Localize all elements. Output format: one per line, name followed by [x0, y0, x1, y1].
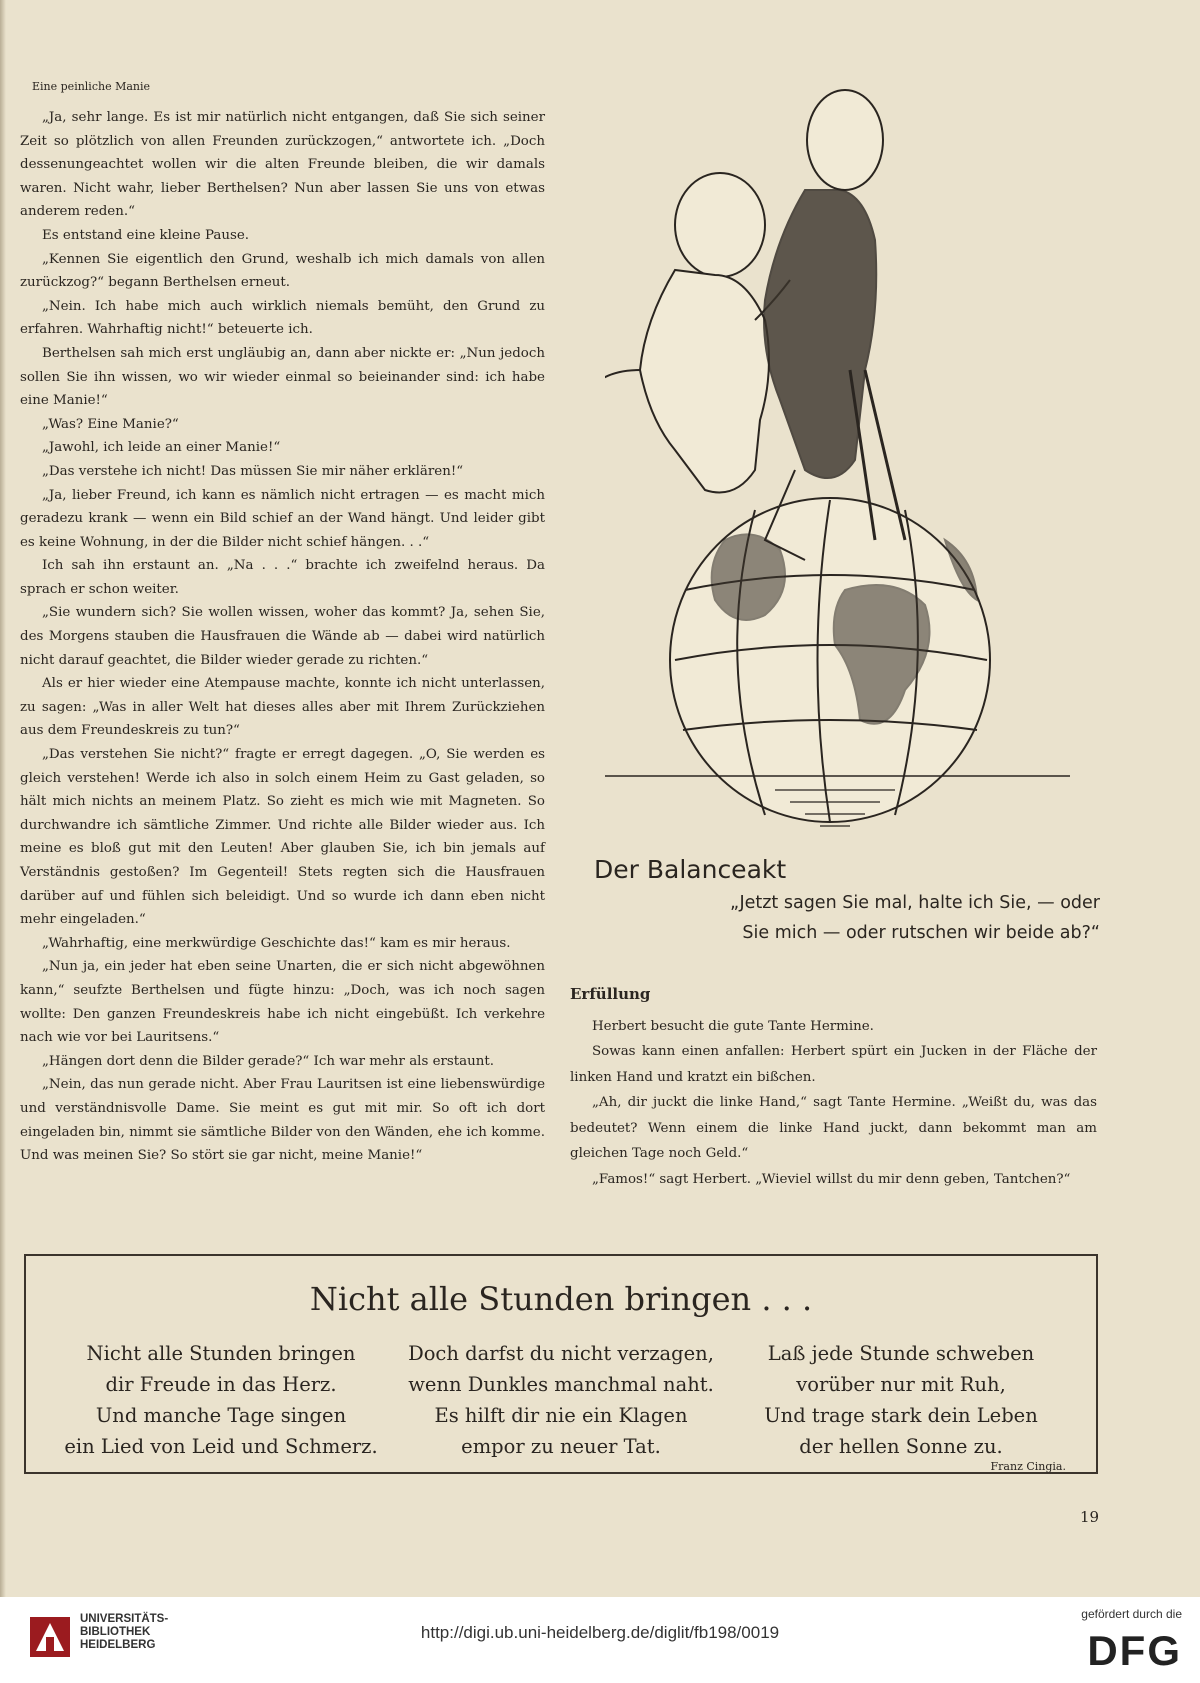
- funding-note: gefördert durch die: [1081, 1607, 1182, 1621]
- footer-bar: [0, 1597, 1200, 1683]
- poem-box: [24, 1254, 1098, 1474]
- cartoon-caption: [660, 888, 1100, 948]
- anecdote-paragraph: Sowas kann einen anfallen: Herbert spürt ein Jucken in der Fläche der linken Hand und kratzt ein bißchen.: [570, 1044, 1097, 1085]
- poem-line: der hellen Sonne zu.: [799, 1435, 1003, 1458]
- institution-line: HEIDELBERG: [80, 1639, 156, 1651]
- story-paragraph: Es entstand eine kleine Pause.: [42, 227, 250, 243]
- story-paragraph: Als er hier wieder eine Atempause machte, konnte ich nicht unterlassen, zu sagen: „Was in aller Welt hat dieses alles aber mit Ihrem Zurückziehen aus dem Freundeskreis zu tun?“: [20, 676, 545, 739]
- story-paragraph: „Ja, lieber Freund, ich kann es nämlich nicht ertragen — es macht mich geradezu krank — wenn ein Bild schief an der Wand hängt. Und leider gibt es keine Wohnung, in der die Bilder nicht schief hängen. . .“: [20, 487, 545, 550]
- anecdote-column: [570, 982, 1097, 1192]
- poem-line: empor zu neuer Tat.: [461, 1435, 661, 1458]
- page-edge-shadow: [0, 0, 6, 1597]
- cartoon-illustration: [605, 70, 1085, 840]
- permalink-url[interactable]: http://digi.ub.uni-heidelberg.de/diglit/fb198/0019: [420, 1623, 780, 1642]
- cartoon-title: Der Balanceakt: [594, 855, 787, 884]
- story-kicker: Eine peinliche Manie: [32, 80, 151, 93]
- poem-line: Doch darfst du nicht verzagen,: [408, 1342, 714, 1365]
- poem-line: Es hilft dir nie ein Klagen: [434, 1404, 688, 1427]
- poem-line: Laß jede Stunde schweben: [767, 1342, 1035, 1365]
- story-paragraph: Ich sah ihn erstaunt an. „Na . . .“ brachte ich zweifelnd heraus. Da sprach er schon weiter.: [20, 558, 545, 597]
- anecdote-paragraph: „Ah, dir juckt die linke Hand,“ sagt Tante Hermine. „Weißt du, was das bedeutet? Wenn einem die linke Hand juckt, dann bekommt man am gleichen Tage noch Geld.“: [570, 1095, 1097, 1161]
- story-paragraph: „Das verstehen Sie nicht?“ fragte er erregt dagegen. „O, Sie werden es gleich verstehen! Werde ich also in solch einem Heim zu Gast geladen, so hält mich nichts an meinem Platz. So zieht es mich wie mit Magneten. So durchwandre ich sämtliche Zimmer. Und richte alle Bilder wieder aus. Ich meine es bloß gut mit den Leuten! Aber glauben Sie, ich bin jemals auf Verständnis gestoßen? Im Gegenteil! Stets regten sich die Hausfrauen darüber auf und fühlen sich beleidigt. Und so wurde ich dann eben nicht mehr eingeladen.“: [20, 747, 545, 928]
- poem-line: Und trage stark dein Leben: [764, 1404, 1038, 1427]
- poem-line: Und manche Tage singen: [95, 1404, 347, 1427]
- poem-line: Nicht alle Stunden bringen: [86, 1342, 356, 1365]
- story-paragraph: „Wahrhaftig, eine merkwürdige Geschichte das!“ kam es mir heraus.: [42, 935, 511, 951]
- story-paragraph: „Jawohl, ich leide an einer Manie!“: [42, 440, 281, 456]
- story-paragraph: „Nun ja, ein jeder hat eben seine Unarten, die er sich nicht abgewöhnen kann,“ seufzte Berthelsen und fügte hinzu: „Doch, was ich noch sagen wollte: Den ganzen Freundeskreis habe ich nicht eingebüßt. Ich verkehre nach wie vor bei Lauritsens.“: [20, 959, 545, 1046]
- story-paragraph: „Kennen Sie eigentlich den Grund, weshalb ich mich damals von allen zurückzog?“ begann Berthelsen erneut.: [20, 251, 545, 291]
- globe: [670, 498, 990, 822]
- poem-author: Franz Cingia.: [990, 1460, 1066, 1473]
- right-figure-head: [807, 90, 883, 190]
- story-paragraph: Berthelsen sah mich erst ungläubig an, dann aber nickte er: „Nun jedoch sollen Sie ihn wissen, wo wir wieder einmal so beieinander sind: ich habe eine Manie!“: [20, 345, 545, 409]
- anecdote-heading: Erfüllung: [570, 985, 651, 1003]
- story-paragraph: „Nein. Ich habe mich auch wirklich niemals bemüht, den Grund zu erfahren. Wahrhaftig nicht!“ beteuerte ich.: [20, 298, 545, 338]
- story-paragraph: „Sie wundern sich? Sie wollen wissen, woher das kommt? Ja, sehen Sie, des Morgens stauben die Hausfrauen die Wände ab — dabei wird natürlich nicht darauf geachtet, die Bilder wieder gerade zu richten.“: [20, 605, 545, 668]
- institution-line: BIBLIOTHEK: [80, 1626, 151, 1638]
- caption-line: Sie mich — oder rutschen wir beide ab?“: [742, 923, 1100, 943]
- poem-title: Nicht alle Stunden bringen . . .: [309, 1280, 813, 1318]
- story-column: [20, 80, 545, 1168]
- story-paragraph: „Das verstehe ich nicht! Das müssen Sie mir näher erklären!“: [42, 463, 464, 479]
- story-paragraph: „Hängen dort denn die Bilder gerade?“ Ich war mehr als erstaunt.: [42, 1053, 495, 1069]
- poem-line: wenn Dunkles manchmal naht.: [408, 1373, 714, 1396]
- story-paragraph: „Was? Eine Manie?“: [42, 416, 179, 432]
- poem-stanza: [396, 1338, 726, 1462]
- caption-line: „Jetzt sagen Sie mal, halte ich Sie, — oder: [729, 893, 1100, 913]
- story-paragraph: „Nein, das nun gerade nicht. Aber Frau Lauritsen ist eine liebenswürdige und verständnisvolle Dame. Sie meint es gut mit mir. So oft ich dort eingeladen bin, nimmt sie sämtliche Bilder von den Wänden, ehe ich komme. Und was meinen Sie? So stört sie gar nicht, meine Manie!“: [20, 1077, 545, 1164]
- anecdote-paragraph: „Famos!“ sagt Herbert. „Wieviel willst du mir denn geben, Tantchen?“: [592, 1171, 1071, 1187]
- left-figure-head: [675, 173, 765, 277]
- poem-line: ein Lied von Leid und Schmerz.: [64, 1435, 378, 1458]
- poem-line: vorüber nur mit Ruh,: [796, 1373, 1006, 1396]
- institution-line: UNIVERSITÄTS-: [80, 1613, 169, 1625]
- poem-stanza: [736, 1338, 1066, 1462]
- left-figure-body: [640, 270, 769, 493]
- poem-line: dir Freude in das Herz.: [105, 1373, 337, 1396]
- anecdote-paragraph: Herbert besucht die gute Tante Hermine.: [592, 1018, 874, 1034]
- dfg-logo: DFG: [1087, 1627, 1182, 1674]
- story-paragraph: „Ja, sehr lange. Es ist mir natürlich nicht entgangen, daß Sie sich seiner Zeit so plötzlich von allen Freunden zurückzogen,“ antwortete ich. „Doch dessenungeachtet wollen wir die alten Freunde bleiben, die wir damals waren. Nicht wahr, lieber Berthelsen? Nun aber lassen Sie uns von etwas anderem reden.“: [20, 110, 545, 220]
- page-number: 19: [1080, 1508, 1100, 1526]
- continent-shape: [712, 534, 785, 620]
- poem-stanza: [56, 1338, 386, 1462]
